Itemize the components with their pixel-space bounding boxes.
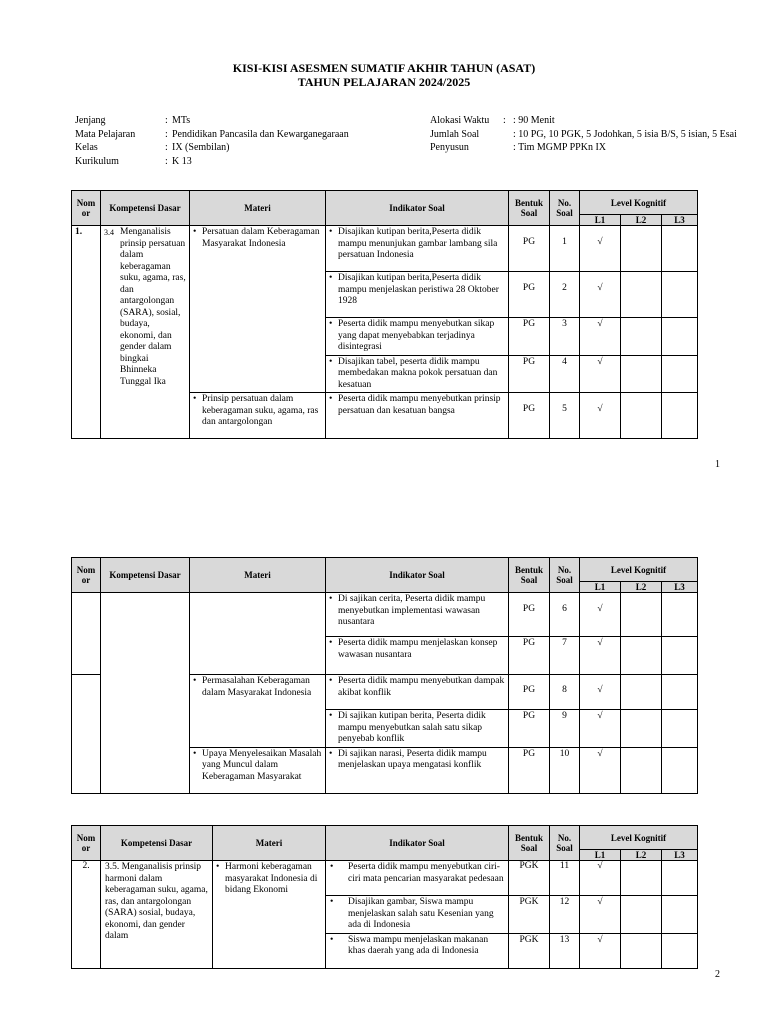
- nomor-cell: [72, 675, 101, 794]
- info-value: K 13: [172, 155, 192, 167]
- check-l3: [662, 710, 698, 748]
- info-sep: :: [165, 142, 168, 153]
- bentuk-cell: PGK: [509, 896, 550, 934]
- bullet-icon: [330, 935, 348, 958]
- check-l2: [621, 393, 662, 439]
- info-value: MTs: [172, 115, 191, 126]
- check-l3: [662, 637, 698, 675]
- table-row: [72, 226, 698, 272]
- kd-cell: [101, 861, 213, 969]
- bullet-icon: [329, 711, 338, 746]
- indikator-text: Di sajikan narasi, Peserta didik mampu menjelaskan upaya mengatasi konflik: [338, 748, 487, 770]
- check-l1: √: [580, 896, 621, 934]
- bullet-icon: [329, 676, 338, 699]
- check-l3: [662, 272, 698, 318]
- header-l2: L2: [621, 850, 662, 861]
- no-soal-cell: 5: [550, 393, 580, 439]
- materi-cell: [190, 226, 326, 393]
- bullet-icon: [329, 227, 338, 262]
- materi-text: Prinsip persatuan dalam keberagaman suku, agama, ras dan antargolongan: [202, 394, 319, 427]
- kd-code: 3.4: [104, 228, 114, 237]
- bentuk-cell: PG: [509, 318, 550, 356]
- bentuk-cell: PG: [509, 637, 550, 675]
- info-row-mapel: [75, 128, 349, 142]
- info-label: Penyusun: [430, 142, 469, 153]
- info-row-kelas: [75, 141, 349, 155]
- check-l3: [662, 675, 698, 710]
- indikator-text: Peserta didik mampu menjelaskan konsep wawasan nusantara: [338, 638, 498, 660]
- header-l1: L1: [580, 582, 621, 593]
- check-l1: √: [580, 355, 621, 393]
- header-bentuk: Bentuk Soal: [509, 558, 550, 593]
- info-row-jumlah: [430, 128, 737, 142]
- indikator-text: Peserta didik mampu menyebutkan prinsip persatuan dan kesatuan bangsa: [338, 394, 501, 416]
- materi-text: Harmoni keberagaman masyarakat Indonesia di bidang Ekonomi: [225, 862, 318, 895]
- header-l1: L1: [580, 215, 621, 226]
- indikator-cell: [326, 593, 509, 637]
- check-l2: [621, 710, 662, 748]
- info-value: : Tim MGMP PPKn IX: [513, 142, 607, 153]
- info-value: IX (Sembilan): [172, 142, 230, 153]
- check-l2: [621, 318, 662, 356]
- indikator-text: Peserta didik mampu menyebutkan ciri-ciri mata pencarian masyarakat pedesaan: [348, 862, 504, 884]
- bentuk-cell: PGK: [509, 861, 550, 896]
- indikator-cell: [326, 355, 509, 393]
- kisi-table-3: [71, 825, 698, 969]
- materi-text: Persatuan dalam Keberagaman Masyarakat Indonesia: [202, 227, 320, 249]
- indikator-cell: [326, 637, 509, 675]
- indikator-text: Peserta didik mampu menyebutkan dampak akibat konflik: [338, 676, 505, 698]
- indikator-text: Disajikan tabel, peserta didik mampu membedakan makna pokok persatuan dan kesatuan: [338, 356, 498, 390]
- info-value: Pendidikan Pancasila dan Kewarganegaraan: [172, 128, 349, 140]
- info-value: : 10 PG, 10 PGK, 5 Jodohkan, 5 isia B/S, 5 isian, 5 Esai: [513, 128, 737, 140]
- indikator-text: Siswa mampu menjelaskan makanan khas daerah yang ada di Indonesia: [348, 934, 489, 956]
- check-l3: [662, 896, 698, 934]
- bentuk-cell: PG: [509, 226, 550, 272]
- bentuk-cell: PG: [509, 747, 550, 793]
- check-l2: [621, 637, 662, 675]
- header-level: Level Kognitif: [580, 826, 698, 850]
- header-nomor: Nom or: [72, 191, 101, 226]
- check-l3: [662, 861, 698, 896]
- header-l3: L3: [662, 215, 698, 226]
- nomor-cell: 2.: [72, 861, 101, 969]
- header-kd: Kompetensi Dasar: [101, 826, 213, 861]
- header-bentuk: Bentuk Soal: [509, 826, 550, 861]
- check-l2: [621, 896, 662, 934]
- header-level: Level Kognitif: [580, 191, 698, 215]
- check-l3: [662, 933, 698, 968]
- check-l3: [662, 318, 698, 356]
- check-l1: √: [580, 318, 621, 356]
- indikator-text: Disajikan gambar, Siswa mampu menjelaskan salah satu Kesenian yang ada di Indonesia: [348, 897, 494, 930]
- info-sep: :: [165, 115, 168, 126]
- info-right: [430, 114, 737, 155]
- check-l3: [662, 355, 698, 393]
- no-soal-cell: 4: [550, 355, 580, 393]
- check-l1: √: [580, 593, 621, 637]
- info-label: Mata Pelajaran: [75, 128, 136, 140]
- indikator-text: Disajikan kutipan berita,Peserta didik mampu menunjukan gambar lambang sila persatuan Indonesia: [338, 227, 498, 260]
- bullet-icon: [330, 897, 348, 932]
- no-soal-cell: 11: [550, 861, 580, 896]
- header-no-soal: No. Soal: [550, 826, 580, 861]
- kd-cell: [101, 593, 190, 794]
- info-label: Jenjang: [75, 115, 106, 126]
- check-l2: [621, 747, 662, 793]
- no-soal-cell: 3: [550, 318, 580, 356]
- header-materi: Materi: [213, 826, 326, 861]
- indikator-text: Peserta didik mampu menyebutkan sikap yang dapat menyebabkan terjadinya disintegrasi: [338, 319, 495, 352]
- check-l1: √: [580, 747, 621, 793]
- bullet-icon: [193, 749, 202, 784]
- materi-cell: [213, 861, 326, 969]
- check-l2: [621, 933, 662, 968]
- no-soal-cell: 8: [550, 675, 580, 710]
- bentuk-cell: PG: [509, 272, 550, 318]
- check-l2: [621, 226, 662, 272]
- info-value: : 90 Menit: [513, 115, 555, 126]
- no-soal-cell: 9: [550, 710, 580, 748]
- header-l2: L2: [621, 582, 662, 593]
- bullet-icon: [216, 862, 225, 897]
- info-label: Jumlah Soal: [430, 128, 480, 140]
- info-row-jenjang: [75, 114, 349, 128]
- bullet-icon: [329, 273, 338, 308]
- indikator-cell: [326, 896, 509, 934]
- header-no-soal: No. Soal: [550, 191, 580, 226]
- document-subtitle: TAHUN PELAJARAN 2024/2025: [297, 75, 471, 89]
- no-soal-cell: 12: [550, 896, 580, 934]
- info-sep: :: [503, 115, 506, 126]
- info-sep: :: [165, 155, 168, 167]
- header-kd: Kompetensi Dasar: [101, 558, 190, 593]
- check-l1: √: [580, 226, 621, 272]
- header-bentuk: Bentuk Soal: [509, 191, 550, 226]
- no-soal-cell: 13: [550, 933, 580, 968]
- bullet-icon: [329, 638, 338, 661]
- bullet-icon: [193, 394, 202, 429]
- indikator-cell: [326, 747, 509, 793]
- bullet-icon: [329, 319, 338, 354]
- kd-text: 3.5. Menganalisis prinsip harmoni dalam keberagaman suku, agama, ras, dan antargolongan (SARA) sosial, budaya, ekonomi, dan gender dalam: [105, 862, 208, 941]
- no-soal-cell: 7: [550, 637, 580, 675]
- check-l2: [621, 355, 662, 393]
- header-l3: L3: [662, 850, 698, 861]
- check-l2: [621, 675, 662, 710]
- check-l1: √: [580, 675, 621, 710]
- bullet-icon: [329, 357, 338, 392]
- info-row-penyusun: [430, 141, 737, 155]
- header-nomor: Nom or: [72, 558, 101, 593]
- bullet-icon: [329, 749, 338, 772]
- indikator-text: Di sajikan cerita, Peserta didik mampu menyebutkan implementasi wawasan nusantara: [338, 594, 486, 627]
- header-level: Level Kognitif: [580, 558, 698, 582]
- info-row-alokasi: [430, 114, 737, 128]
- check-l3: [662, 226, 698, 272]
- no-soal-cell: 2: [550, 272, 580, 318]
- indikator-cell: [326, 393, 509, 439]
- bentuk-cell: PG: [509, 675, 550, 710]
- check-l3: [662, 393, 698, 439]
- indikator-cell: [326, 318, 509, 356]
- page-number: 2: [715, 969, 720, 980]
- document-title: KISI-KISI ASESMEN SUMATIF AKHIR TAHUN (ASAT): [232, 61, 536, 75]
- info-sep: :: [165, 128, 168, 140]
- check-l2: [621, 861, 662, 896]
- bullet-icon: [329, 594, 338, 629]
- indikator-cell: [326, 226, 509, 272]
- check-l3: [662, 747, 698, 793]
- header-l1: L1: [580, 850, 621, 861]
- materi-text: Permasalahan Keberagaman dalam Masyarakat Indonesia: [202, 676, 312, 698]
- header-l2: L2: [621, 215, 662, 226]
- materi-cell: [190, 675, 326, 748]
- check-l1: √: [580, 933, 621, 968]
- check-l2: [621, 272, 662, 318]
- indikator-cell: [326, 675, 509, 710]
- bentuk-cell: PG: [509, 355, 550, 393]
- no-soal-cell: 10: [550, 747, 580, 793]
- bullet-icon: [193, 676, 202, 699]
- indikator-cell: [326, 710, 509, 748]
- header-materi: Materi: [190, 191, 326, 226]
- info-label: Kurikulum: [75, 155, 119, 167]
- kd-cell: [101, 226, 190, 439]
- page-number: 1: [715, 459, 720, 470]
- materi-cell: [190, 393, 326, 439]
- bentuk-cell: PGK: [509, 933, 550, 968]
- bullet-icon: [329, 394, 338, 417]
- indikator-text: Disajikan kutipan berita,Peserta didik mampu menjelaskan peristiwa 28 Oktober 1928: [338, 273, 499, 306]
- nomor-cell: 1.: [72, 226, 101, 439]
- indikator-cell: [326, 272, 509, 318]
- info-row-kurikulum: [75, 155, 349, 169]
- header-kd: Kompetensi Dasar: [101, 191, 190, 226]
- nomor-cell: [72, 593, 101, 675]
- bentuk-cell: PG: [509, 593, 550, 637]
- no-soal-cell: 6: [550, 593, 580, 637]
- header-nomor: Nom or: [72, 826, 101, 861]
- check-l1: √: [580, 861, 621, 896]
- indikator-cell: [326, 933, 509, 968]
- bentuk-cell: PG: [509, 710, 550, 748]
- materi-cell: [190, 593, 326, 675]
- check-l1: √: [580, 637, 621, 675]
- info-left: [75, 114, 349, 168]
- info-label: Alokasi Waktu: [430, 115, 490, 126]
- table-row: [72, 593, 698, 637]
- info-label: Kelas: [75, 142, 98, 153]
- header-materi: Materi: [190, 558, 326, 593]
- kisi-table-2: [71, 557, 698, 794]
- kd-text: Menganalisis prinsip persatuan dalam keberagaman suku, agama, ras, dan antargolongan (SARA), sosial, budaya, ekonomi, dan gender dalam bingkai Bhinneka Tunggal Ika: [120, 227, 186, 387]
- indikator-text: Di sajikan kutipan berita, Peserta didik mampu menyebutkan salah satu sikap penyebab konflik: [338, 711, 486, 744]
- header-indikator: Indikator Soal: [326, 826, 509, 861]
- indikator-cell: [326, 861, 509, 896]
- kisi-table-1: [71, 190, 698, 439]
- header-indikator: Indikator Soal: [326, 558, 509, 593]
- header-no-soal: No. Soal: [550, 558, 580, 593]
- check-l1: √: [580, 272, 621, 318]
- header-l3: L3: [662, 582, 698, 593]
- check-l1: √: [580, 710, 621, 748]
- header-indikator: Indikator Soal: [326, 191, 509, 226]
- bullet-icon: [193, 227, 202, 250]
- materi-text: Upaya Menyelesaikan Masalah yang Muncul dalam Keberagaman Masyarakat: [202, 748, 322, 782]
- bullet-icon: [330, 862, 348, 885]
- bentuk-cell: PG: [509, 393, 550, 439]
- table-row: [72, 861, 698, 896]
- check-l1: √: [580, 393, 621, 439]
- no-soal-cell: 1: [550, 226, 580, 272]
- check-l3: [662, 593, 698, 637]
- materi-cell: [190, 747, 326, 793]
- check-l2: [621, 593, 662, 637]
